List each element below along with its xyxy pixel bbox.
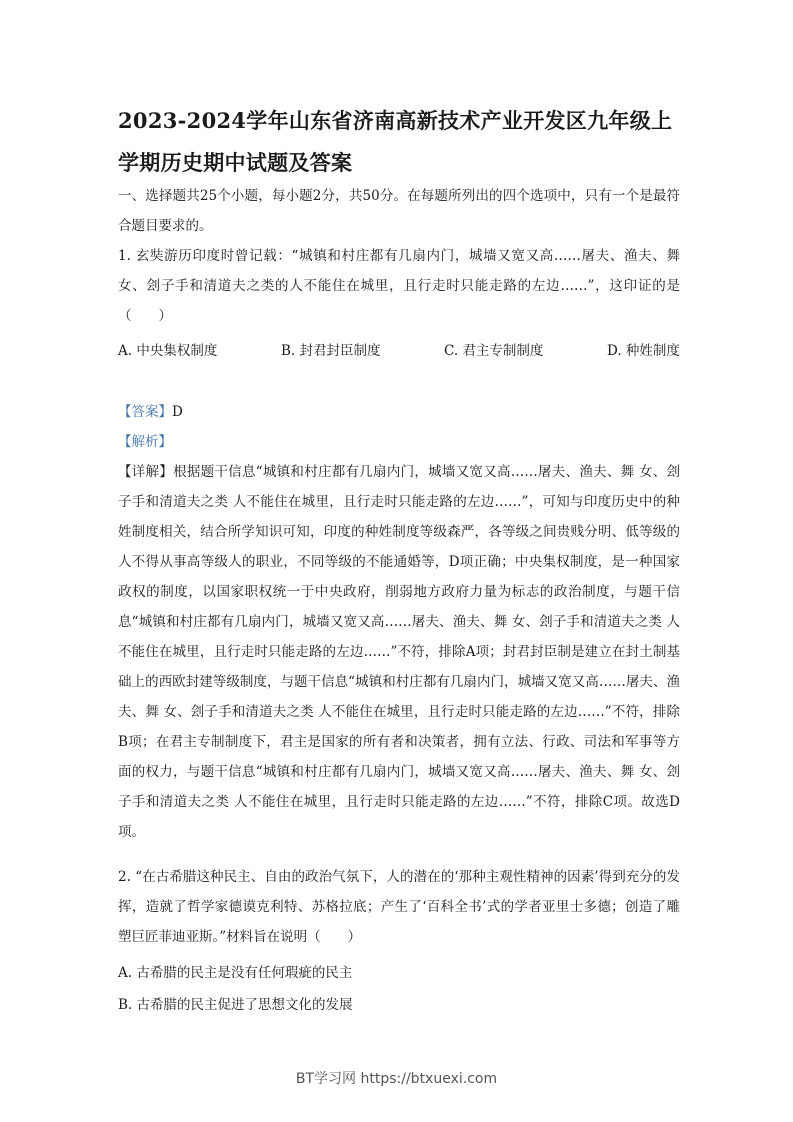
question-1-option-d: D. 种姓制度 — [607, 343, 680, 359]
detail-label: 【详解】 — [118, 464, 174, 480]
detail-text: 根据题干信息“城镇和村庄都有几扇内门，城墙又宽又高……屠夫、渔夫、舞 女、刽子手和清道夫之类 人不能住在城里，且行走时只能走路的左边……”，可知与印度历史中的种姓制度相关，结合所学知识可知，印度的种姓制度等级森严，各等级之间贵贱分明、低等级的人不得从事高等级人的职业，不同等级的不能通婚等，D项正确；中央集权制度，是一种国家政权的制度，以国家职权统一于中央政府，削弱地方政府力量为标志的政治制度，与题干信息“城镇和村庄都有几扇内门，城墙又宽又高……屠夫、渔夫、舞 女、刽子手和清道夫之类 人不能住在城里，且行走时只能走路的左边……”不符，排除A项；封君封臣制是建立在封土制基础上的西欧封建等级制度，与题干信息“城镇和村庄都有几扇内门，城墙又宽又高……屠夫、渔夫、舞 女、刽子手和清道夫之类 人不能住在城里，且行走时只能走路的左边……”不符，排除B项；在君主专制制度下，君主是国家的所有者和决策者，拥有立法、行政、司法和军事等方面的权力，与题干信息“城镇和村庄都有几扇内门，城墙又宽又高……屠夫、渔夫、舞 女、刽子手和清道夫之类 人不能住在城里，且行走时只能走路的左边……”不符，排除C项。故选D项。 — [118, 464, 681, 840]
question-1-answer — [118, 397, 680, 427]
analysis-label: 【解析】 — [118, 434, 172, 450]
question-1-analysis-heading — [118, 427, 680, 457]
answer-value: D — [172, 404, 183, 420]
question-1-option-a: A. 中央集权制度 — [118, 343, 218, 359]
question-1-stem: 1. 玄奘游历印度时曾记载：“城镇和村庄都有几扇内门，城墙又宽又高……屠夫、渔夫、舞女、刽子手和清道夫之类的人不能住在城里，且行走时只能走路的左边……”，这印证的是（ ） — [118, 248, 680, 324]
answer-label: 【答案】 — [118, 404, 172, 420]
question-1-option-b: B. 封君封臣制度 — [281, 343, 381, 359]
question-1-detail — [118, 457, 680, 847]
question-1-option-c: C. 君主专制制度 — [444, 343, 544, 359]
question-2-option-a: A. 古希腊的民主是没有任何瑕疵的民主 — [118, 965, 353, 981]
question-2-stem: 2. “在古希腊这种民主、自由的政治气氛下，人的潜在的‘那种主观性精神的因素’得到充分的发挥，造就了哲学家德谟克利特、苏格拉底；产生了‘百科全书’式的学者亚里士多德；创造了雕塑巨匠菲迪亚斯。”材料旨在说明（ ） — [118, 869, 680, 945]
question-2-option-b: B. 古希腊的民主促进了思想文化的发展 — [118, 997, 353, 1013]
question-1-options — [118, 336, 680, 396]
section-intro: 一、选择题共25个小题，每小题2分，共50分。在每题所列出的四个选项中，只有一个是最符合题目要求的。 — [118, 188, 680, 234]
footer-watermark: BT学习网 https://btxuexi.com — [295, 1071, 498, 1087]
document-title: 2023-2024学年山东省济南高新技术产业开发区九年级上学期历史期中试题及答案 — [118, 108, 673, 175]
